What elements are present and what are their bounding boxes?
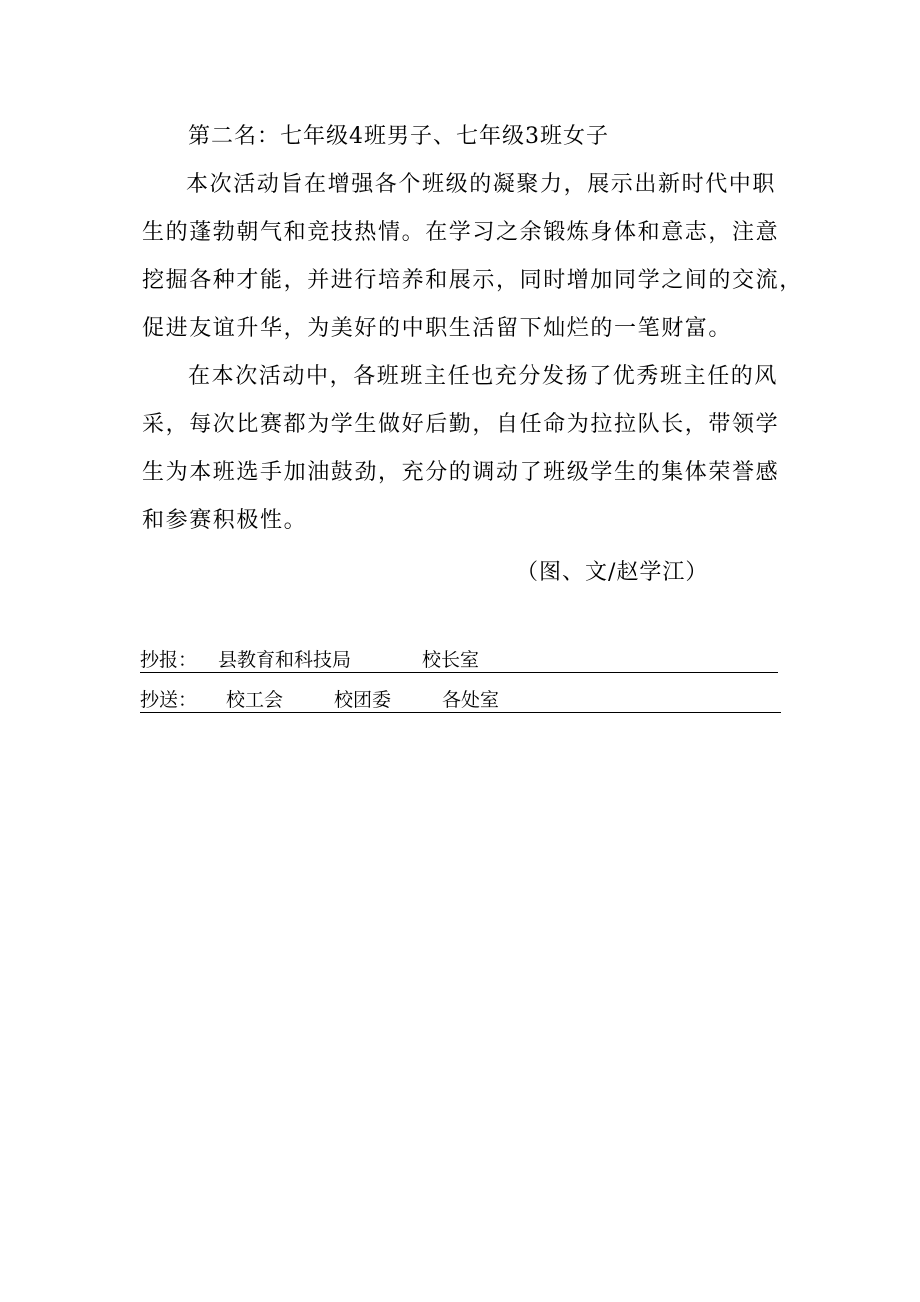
author-credit: （图、文/赵学江） [516,560,709,585]
copy-to-row [140,688,781,713]
paragraph-1-line-4: 促进友谊升华，为美好的中职生活留下灿烂的一笔财富。 [142,316,733,341]
paragraph-1-line-2: 生的蓬勃朝气和竞技热情。在学习之余锻炼身体和意志，注意 [142,220,780,245]
ranking-second-place: 第二名：七年级4班男子、七年级3班女子 [188,124,609,149]
report-to-recipient: 县教育和科技局 [218,649,352,671]
paragraph-2-line-2: 采，每次比赛都为学生做好后勤，自任命为拉拉队长，带领学 [142,412,780,437]
copy-to-recipient: 各处室 [442,689,500,711]
paragraph-2-line-3: 生为本班选手加油鼓劲，充分的调动了班级学生的集体荣誉感 [142,460,780,485]
paragraph-1-line-1: 本次活动旨在增强各个班级的凝聚力，展示出新时代中职 [186,172,777,197]
paragraph-1-line-3: 挖掘各种才能，并进行培养和展示，同时增加同学之间的交流， [142,268,803,293]
report-to-label: 抄报： [140,649,198,671]
report-to-row [140,648,778,673]
copy-to-label: 抄送： [140,689,198,711]
report-to-recipient: 校长室 [422,649,480,671]
paragraph-2-line-4: 和参赛积极性。 [142,508,308,533]
paragraph-2-line-1: 在本次活动中，各班班主任也充分发扬了优秀班主任的风 [188,364,779,389]
copy-to-recipient: 校工会 [226,689,284,711]
copy-to-recipient: 校团委 [334,689,392,711]
